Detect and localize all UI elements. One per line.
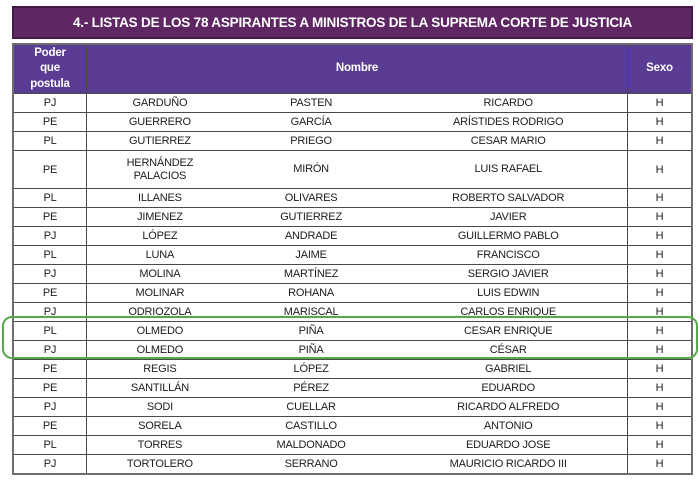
cell-sexo: H: [627, 151, 691, 188]
cell-sexo: H: [627, 94, 691, 112]
cell-sexo: H: [627, 360, 691, 378]
table-row: [14, 302, 691, 321]
table-body: [14, 93, 691, 473]
cell-poder: PJ: [14, 94, 87, 112]
cell-poder: PJ: [14, 341, 87, 359]
table-row: [14, 397, 691, 416]
cell-nombre: [87, 322, 627, 340]
nombres: SERGIO JAVIER: [467, 267, 549, 280]
apellido-paterno: SODI: [146, 400, 173, 413]
cell-nombre: [87, 398, 627, 416]
nombres: CESAR MARIO: [470, 134, 546, 147]
cell-sexo: H: [627, 227, 691, 245]
table-row: [14, 283, 691, 302]
apellido-paterno: ILLANES: [137, 191, 182, 204]
cell-sexo: H: [627, 189, 691, 207]
cell-poder: PE: [14, 151, 87, 188]
table-row: [14, 416, 691, 435]
apellido-materno: SERRANO: [284, 457, 338, 470]
column-header-nombre: Nombre: [335, 62, 379, 75]
nombres: ANTONIO: [483, 419, 533, 432]
cell-nombre: [87, 246, 627, 264]
apellido-materno: OLIVARES: [284, 191, 338, 204]
cell-sexo: H: [627, 322, 691, 340]
nombres: GUILLERMO PABLO: [457, 229, 559, 242]
cell-nombre: [87, 341, 627, 359]
cell-sexo: H: [627, 436, 691, 454]
cell-poder: PE: [14, 284, 87, 302]
nombres: LUIS EDWIN: [477, 286, 540, 299]
cell-poder: PJ: [14, 265, 87, 283]
table-row: [14, 264, 691, 283]
apellido-materno: PASTEN: [290, 96, 333, 109]
cell-poder: PE: [14, 208, 87, 226]
apellido-paterno: TORTOLERO: [126, 457, 193, 470]
apellido-materno: ANDRADE: [284, 229, 338, 242]
cell-sexo: H: [627, 417, 691, 435]
table-row: [14, 226, 691, 245]
cell-nombre: [87, 284, 627, 302]
nombres: CARLOS ENRIQUE: [460, 305, 556, 318]
cell-nombre: [87, 227, 627, 245]
nombres: CÉSAR: [489, 343, 527, 356]
cell-nombre: [87, 417, 627, 435]
apellido-materno: CASTILLO: [285, 419, 337, 432]
cell-poder: PE: [14, 417, 87, 435]
table-row: [14, 93, 691, 112]
cell-nombre: [87, 379, 627, 397]
apellido-materno: GARCÍA: [290, 115, 332, 128]
apellido-paterno: LÓPEZ: [142, 229, 178, 242]
apellido-materno: PÉREZ: [293, 381, 329, 394]
cell-nombre: [87, 436, 627, 454]
table-row: [14, 321, 691, 340]
cell-sexo: H: [627, 208, 691, 226]
apellido-paterno: LUNA: [145, 248, 175, 261]
cell-sexo: H: [627, 265, 691, 283]
table-row: [14, 131, 691, 150]
apellido-materno: MALDONADO: [276, 438, 346, 451]
apellido-paterno: REGIS: [143, 362, 177, 375]
cell-nombre: [87, 455, 627, 473]
cell-poder: PL: [14, 322, 87, 340]
apellido-materno: LÓPEZ: [293, 362, 329, 375]
table-row: [14, 245, 691, 264]
apellido-paterno: SANTILLÁN: [130, 381, 189, 394]
apellido-paterno: GUTIERREZ: [129, 134, 191, 147]
apellido-paterno: MOLINAR: [135, 286, 185, 299]
nombres: JAVIER: [489, 210, 527, 223]
apellido-materno: PIÑA: [298, 324, 324, 337]
apellido-materno: JAIME: [295, 248, 327, 261]
apellido-materno: ROHANA: [288, 286, 335, 299]
nombres: FRANCISCO: [476, 248, 540, 261]
cell-sexo: H: [627, 132, 691, 150]
apellido-materno: CUELLAR: [286, 400, 336, 413]
cell-poder: PJ: [14, 303, 87, 321]
nombres: GABRIEL: [485, 362, 532, 375]
cell-sexo: H: [627, 303, 691, 321]
table-row: [14, 378, 691, 397]
cell-poder: PE: [14, 113, 87, 131]
apellido-paterno: OLMEDO: [136, 343, 184, 356]
cell-sexo: H: [627, 113, 691, 131]
cell-nombre: [87, 265, 627, 283]
cell-nombre: [87, 113, 627, 131]
cell-poder: PL: [14, 189, 87, 207]
cell-sexo: H: [627, 341, 691, 359]
cell-poder: PL: [14, 436, 87, 454]
nombres: MAURICIO RICARDO III: [449, 457, 567, 470]
cell-nombre: [87, 360, 627, 378]
apellido-materno: PIÑA: [298, 343, 324, 356]
aspirantes-table: [12, 43, 693, 475]
cell-sexo: H: [627, 455, 691, 473]
column-header-poder: Poder que postula: [14, 45, 87, 93]
apellido-materno: GUTIERREZ: [280, 210, 342, 223]
apellido-paterno: ODRIOZOLA: [128, 305, 192, 318]
cell-poder: PJ: [14, 227, 87, 245]
cell-poder: PE: [14, 360, 87, 378]
apellido-paterno: GARDUÑO: [132, 96, 188, 109]
apellido-paterno: MOLINA: [139, 267, 181, 280]
table-row: [14, 454, 691, 473]
table-row: [14, 359, 691, 378]
cell-nombre: [87, 189, 627, 207]
apellido-paterno: TORRES: [137, 438, 183, 451]
nombres: EDUARDO JOSE: [465, 438, 551, 451]
cell-poder: PL: [14, 132, 87, 150]
cell-nombre: [87, 132, 627, 150]
cell-poder: PE: [14, 379, 87, 397]
table-header-row: [14, 45, 691, 93]
apellido-paterno: SORELA: [138, 419, 182, 432]
nombres: RICARDO ALFREDO: [457, 400, 560, 413]
table-row: [14, 435, 691, 454]
apellido-materno: MIRÓN: [293, 163, 329, 175]
apellido-paterno: OLMEDO: [136, 324, 184, 337]
table-row: [14, 207, 691, 226]
nombres: CESAR ENRIQUE: [463, 324, 553, 337]
table-row: [14, 340, 691, 359]
cell-sexo: H: [627, 398, 691, 416]
nombres: ARÍSTIDES RODRIGO: [453, 115, 564, 128]
cell-nombre: [87, 303, 627, 321]
cell-sexo: H: [627, 379, 691, 397]
nombres: LUIS RAFAEL: [474, 163, 542, 175]
table-row: [14, 188, 691, 207]
column-header-sexo: Sexo: [627, 45, 691, 93]
nombres: ROBERTO SALVADOR: [452, 191, 565, 204]
apellido-materno: PRIEGO: [290, 134, 332, 147]
apellido-paterno: GUERRERO: [128, 115, 191, 128]
table-row: [14, 150, 691, 188]
nombres: RICARDO: [483, 96, 533, 109]
cell-sexo: H: [627, 246, 691, 264]
apellido-materno: MARTÍNEZ: [283, 267, 339, 280]
apellido-paterno: HERNÁNDEZ PALACIOS: [126, 156, 194, 182]
nombres: EDUARDO: [481, 381, 535, 394]
table-title: 4.- LISTAS DE LOS 78 ASPIRANTES A MINISTROS DE LA SUPREMA CORTE DE JUSTICIA: [12, 6, 693, 39]
cell-poder: PJ: [14, 455, 87, 473]
table-row: [14, 112, 691, 131]
cell-nombre: [87, 208, 627, 226]
apellido-paterno: JIMENEZ: [137, 210, 183, 223]
apellido-materno: MARISCAL: [283, 305, 339, 318]
cell-nombre: [87, 151, 627, 188]
cell-nombre: [87, 94, 627, 112]
cell-poder: PJ: [14, 398, 87, 416]
cell-sexo: H: [627, 284, 691, 302]
cell-poder: PL: [14, 246, 87, 264]
